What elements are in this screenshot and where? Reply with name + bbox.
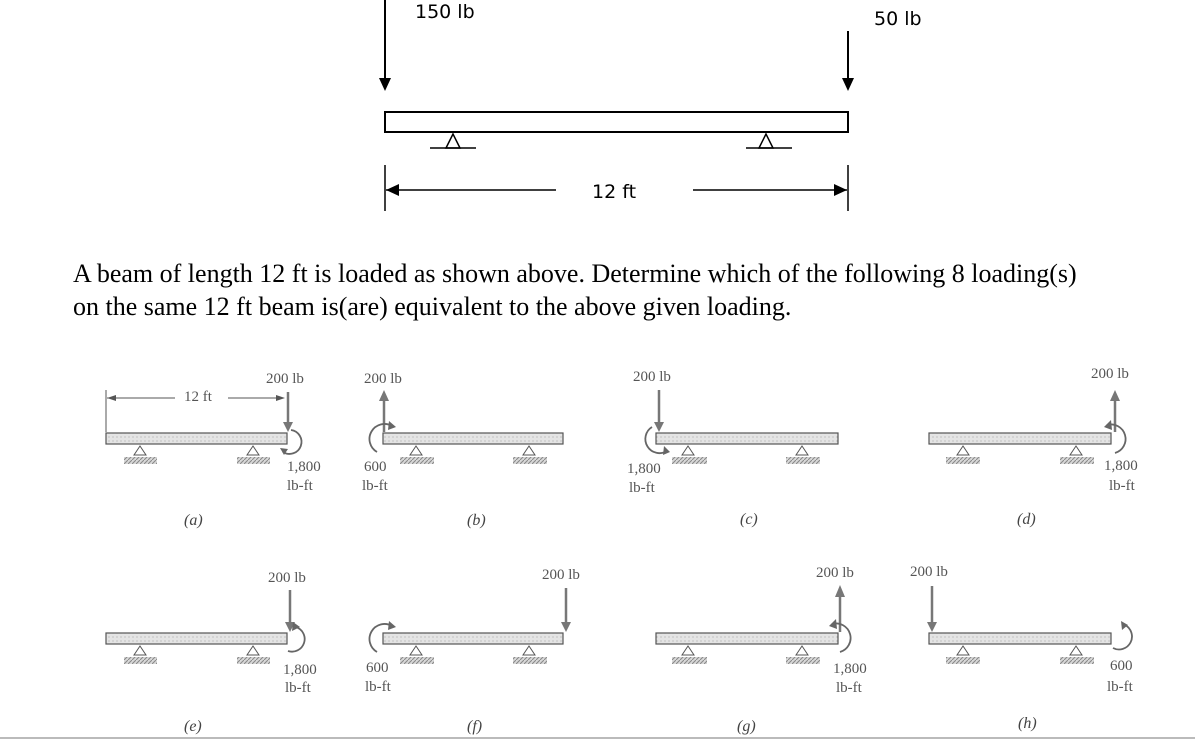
option-d-moment-value: 1,800 <box>1104 458 1138 474</box>
option-e-force-label: 200 lb <box>268 570 306 586</box>
option-f-moment-unit: lb-ft <box>365 679 391 695</box>
option-h-diagram[interactable] <box>927 586 1132 664</box>
option-c-moment-unit: lb-ft <box>629 480 655 496</box>
option-c-letter: (c) <box>740 511 758 528</box>
option-d-letter: (d) <box>1017 511 1036 528</box>
option-a-span-label: 12 ft <box>184 389 212 405</box>
option-b-moment-unit: lb-ft <box>362 478 388 494</box>
option-c-moment-value: 1,800 <box>627 461 661 477</box>
option-d-moment-unit: lb-ft <box>1109 478 1135 494</box>
option-b-moment-value: 600 <box>364 459 387 475</box>
option-d-diagram[interactable] <box>929 390 1126 464</box>
option-a-moment-value: 1,800 <box>287 459 321 475</box>
load-label-left: 150 lb <box>415 1 475 23</box>
option-a-letter: (a) <box>184 512 203 529</box>
option-g-force-label: 200 lb <box>816 565 854 581</box>
option-e-diagram[interactable] <box>106 590 305 664</box>
page-bottom-border <box>0 737 1195 739</box>
span-label: 12 ft <box>592 181 637 203</box>
option-e-moment-unit: lb-ft <box>285 680 311 696</box>
option-d-force-label: 200 lb <box>1091 366 1129 382</box>
question-line-1: A beam of length 12 ft is loaded as shown above. Determine which of the following 8 loading(s) <box>73 259 1077 288</box>
option-e-letter: (e) <box>184 718 202 735</box>
option-g-diagram[interactable] <box>656 585 851 664</box>
option-f-diagram[interactable] <box>369 588 571 664</box>
option-a-force-label: 200 lb <box>266 371 304 387</box>
load-label-right: 50 lb <box>874 8 922 30</box>
option-g-moment-value: 1,800 <box>833 661 867 677</box>
option-f-force-label: 200 lb <box>542 567 580 583</box>
option-f-moment-value: 600 <box>366 660 389 676</box>
option-c-force-label: 200 lb <box>633 369 671 385</box>
option-h-force-label: 200 lb <box>910 564 948 580</box>
option-e-moment-value: 1,800 <box>283 662 317 678</box>
option-b-diagram[interactable] <box>369 390 563 464</box>
option-h-letter: (h) <box>1018 715 1037 732</box>
option-h-moment-unit: lb-ft <box>1107 679 1133 695</box>
option-a-moment-unit: lb-ft <box>287 478 313 494</box>
option-f-letter: (f) <box>467 718 483 735</box>
option-g-letter: (g) <box>737 718 756 735</box>
question-line-2: on the same 12 ft beam is(are) equivalent to the above given loading. <box>73 292 792 321</box>
option-h-moment-value: 600 <box>1110 658 1133 674</box>
option-b-force-label: 200 lb <box>364 371 402 387</box>
option-b-letter: (b) <box>467 512 486 529</box>
option-c-diagram[interactable] <box>645 390 838 464</box>
option-g-moment-unit: lb-ft <box>836 680 862 696</box>
